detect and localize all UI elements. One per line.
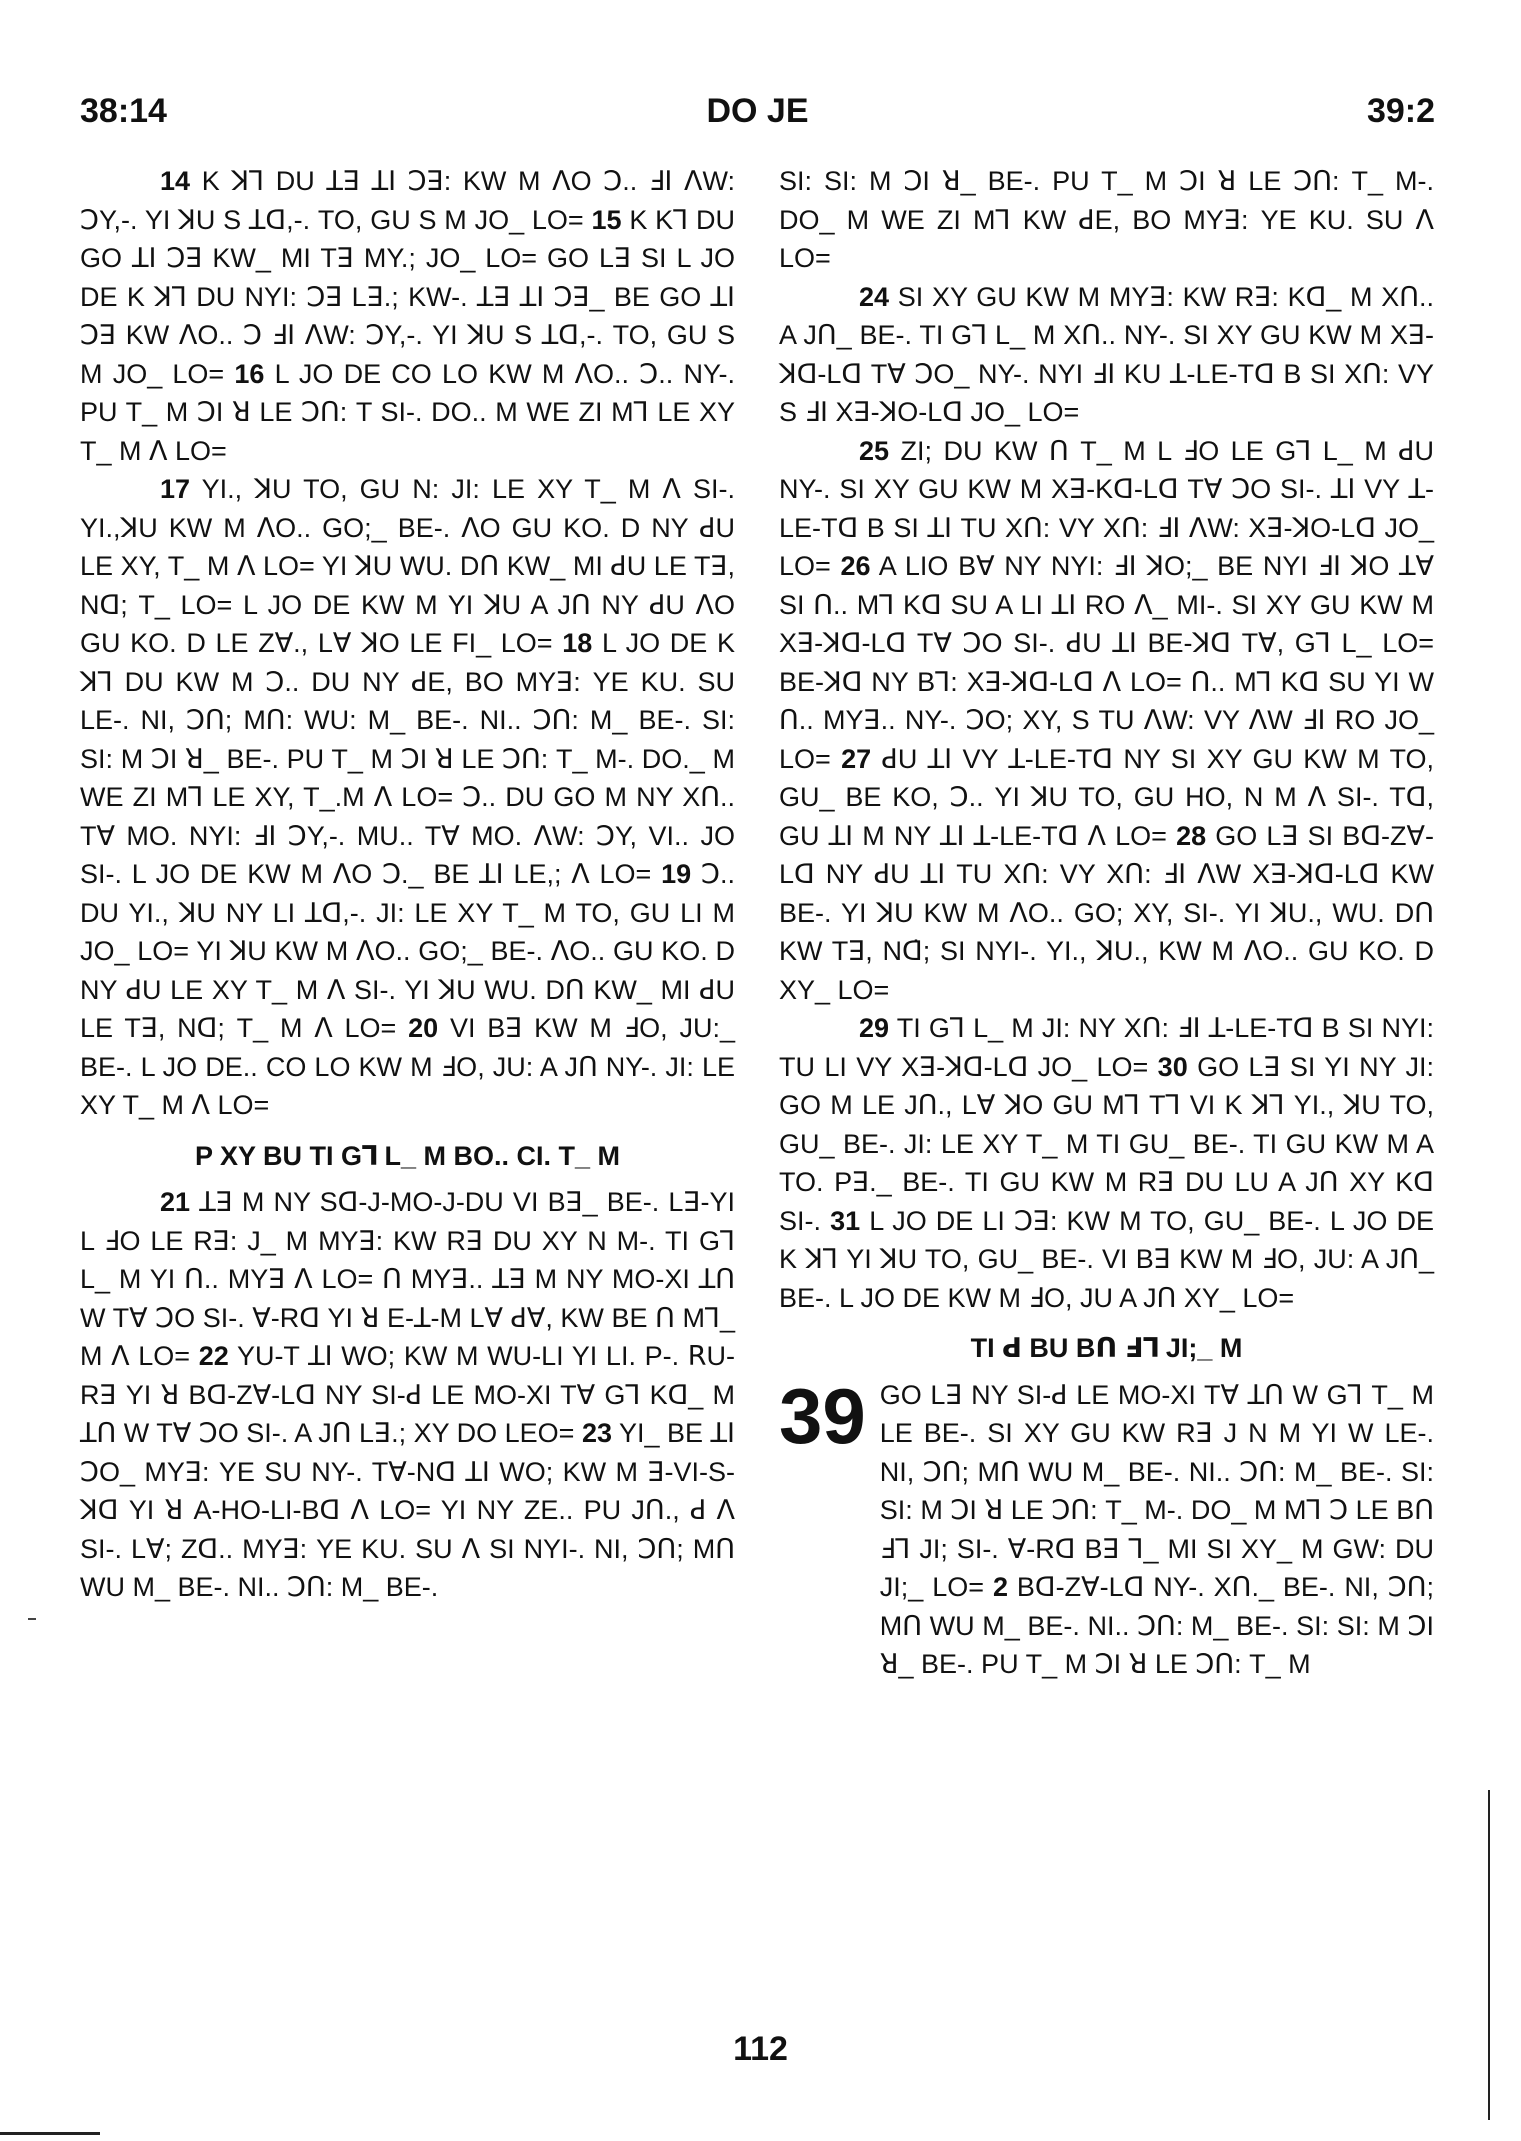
- verse-text: K ꓘꓶ DU ꓕꓱ ꓕꓲ ꓛꓱ: KW M ꓥO ꓛ.. ꓞꓲ ꓥW: ꓛY,-. YI ꓘU S ꓕꓷ,-. TO, GU S M JO_ LO=: [80, 166, 735, 235]
- verse-text: SI: SI: M ꓛI ꓤ_ BE-. PU T_ M ꓛI ꓤ LE ꓛꓵ: T_ M-. DO_ M WE ZI Mꓶ KW ꓒE, BO MYꓱ: YE KU. SU ꓥ LO=: [779, 166, 1434, 273]
- section-heading: P XY BU TI Gꓶ L_ M BO.. CI. T_ M: [194, 1140, 621, 1171]
- verse-text: ꓒU ꓕꓲ VY ꓕ-LE-Tꓷ NY SI XY GU KW M TO, GU_ BE KO, ꓛ.. YI ꓘU TO, GU HO, N M ꓥ SI-. Tꓷ, GU ꓕꓲ M NY ꓕꓲ ꓕ-LE-Tꓷ ꓥ LO=: [779, 743, 1434, 851]
- paragraph: [779, 162, 1434, 278]
- verse-text: ꓛ.. DU YI., ꓘU NY LI ꓕꓷ,-. JI: LE XY T_ M TO, GU LI M JO_ LO= YI ꓘU KW M ꓥO.. GO;_ BE-. ꓥO.. GU KO. D NY ꓒU LE XY T_ M ꓥ SI-. YI ꓘU WU. Dꓵ KW_ MI ꓒU LE Tꓱ, Nꓷ; T_ M ꓥ LO=: [80, 859, 735, 1043]
- chapter-number: 39: [779, 1371, 866, 1460]
- verse-number: 29: [859, 1013, 890, 1043]
- paragraph: [779, 1009, 1434, 1317]
- page-number: 112: [733, 2030, 788, 2068]
- verse-text: VI Bꓱ KW M ꓞO, JU:_ BE-. L JO DE.. CO LO KW M ꓞO, JU: A Jꓵ NY-. JI: LE XY T_ M ꓥ LO=: [80, 1013, 735, 1120]
- scan-edge-line: [1488, 1790, 1490, 2120]
- header-left-reference: 38:14: [80, 92, 167, 130]
- verse-number: 25: [859, 435, 890, 466]
- right-column: [779, 162, 1434, 1684]
- verse-text: GO Lꓱ NY SI-ꓒ LE MO-XI Tꓯ ꓕꓵ W Gꓶ T_ M LE BE-. SI XY GU KW Rꓱ J N M YI W LE-. NI, ꓛꓵ; Mꓵ WU M_ BE-. NI.. ꓛꓵ: M_ BE-. SI: SI: M ꓛI ꓤ LE ꓛꓵ: T_ M-. DO_ M Mꓶ ꓛ LE Bꓵ ꓞꓶ JI; SI-. ꓯ-Rꓷ Bꓱ ꓶ_ MI SI XY_ M GW: DU JI;_ LO=: [879, 1379, 1434, 1602]
- verse-number: 14: [160, 166, 191, 196]
- running-header: [80, 92, 1435, 142]
- verse-number: 19: [661, 859, 692, 889]
- paragraph: [80, 470, 735, 1125]
- left-column: [80, 162, 735, 1607]
- chapter-start: [779, 1371, 1434, 1684]
- paragraph: [880, 1376, 1434, 1684]
- verse-text: SI XY GU KW M MYꓱ: KW Rꓱ: Kꓷ_ M Xꓵ.. A Jꓵ_ BE-. TI Gꓶ L_ M Xꓵ.. NY-. SI XY GU KW M Xꓱ-ꓘꓷ-Lꓷ Tꓯ ꓛO_ NY-. NYI ꓞꓲ KU ꓕ-LE-Tꓷ B SI Xꓵ: VY S ꓞꓲ Xꓱ-ꓘO-Lꓷ JO_ LO=: [779, 281, 1434, 427]
- verse-number: 20: [408, 1013, 439, 1043]
- verse-number: 23: [581, 1418, 612, 1448]
- paragraph: [779, 432, 1434, 1010]
- verse-number: 27: [841, 743, 872, 774]
- verse-text: YU-T ꓕꓲ WO; KW M WU-LI YI LI. P-. ꓣU-Rꓱ YI ꓤ Bꓷ-Zꓯ-Lꓷ NY SI-ꓒ LE MO-XI Tꓯ Gꓶ Kꓷ_ M ꓕꓵ W Tꓯ ꓛO SI-. A Jꓵ Lꓱ.; XY DO LEO=: [80, 1341, 736, 1448]
- verse-number: 15: [591, 204, 622, 235]
- verse-text: ꓕꓱ M NY Sꓷ-J-MO-J-DU VI Bꓱ_ BE-. Lꓱ-YI L ꓞO LE Rꓱ: J_ M MYꓱ: KW Rꓱ DU XY N M-. TI Gꓶ L_ M YI ꓵ.. MYꓱ ꓥ LO= ꓵ MYꓱ.. ꓕꓱ M NY MO-XI ꓕꓵ W Tꓯ ꓛO SI-. ꓯ-Rꓷ YI ꓤ E-ꓕ-M Lꓯ ꓒꓯ, KW BE ꓵ Mꓶ_ M ꓥ LO=: [80, 1187, 735, 1371]
- verse-text: Bꓷ-Zꓯ-Lꓷ NY-. Xꓵ._ BE-. NI, ꓛꓵ; Mꓵ WU M_ BE-. NI.. ꓛꓵ: M_ BE-. SI: SI: M ꓛI ꓤ_ BE-. PU T_ M ꓛI ꓤ LE ꓛꓵ: T_ M: [879, 1572, 1434, 1679]
- verse-text: YI_ BE ꓕꓲ ꓛO_ MYꓱ: YE SU NY-. Tꓯ-Nꓷ ꓕꓲ WO; KW M ꓱ-VI-S-ꓘꓷ YI ꓤ A-HO-LI-Bꓷ ꓥ LO= YI NY ZE.. PU Jꓵ., ꓒ ꓥ SI-. Lꓯ; Zꓷ.. MYꓱ: YE KU. SU ꓥ SI NYI-. NI, ꓛꓵ; Mꓵ WU M_ BE-. NI.. ꓛꓵ: M_ BE-.: [80, 1418, 736, 1602]
- verse-number: 21: [160, 1187, 191, 1217]
- verse-number: 17: [160, 474, 191, 504]
- header-book-title: DO JE: [706, 92, 809, 130]
- verse-text: A LIO Bꓯ NY NYI: ꓞꓲ ꓘO;_ BE NYI ꓞꓲ ꓘO ꓕꓯ SI ꓵ.. Mꓶ Kꓷ SU A LI ꓕꓲ RO ꓥ_ MI-. SI XY GU KW M Xꓱ-ꓘꓷ-Lꓷ Tꓯ ꓛO SI-. ꓒU ꓕꓲ BE-ꓘꓷ Tꓯ, Gꓶ L_ LO= BE-ꓘꓷ NY Bꓶ: Xꓱ-ꓘꓷ-Lꓷ ꓥ LO= ꓵ.. Mꓶ Kꓷ SU YI W ꓵ.. MYꓱ.. NY-. ꓛO; XY, S TU ꓥW: VY ꓥW ꓞꓲ RO JO_ LO=: [779, 551, 1434, 774]
- verse-text: GO Lꓱ SI YI NY JI: GO M LE Jꓵ., Lꓯ ꓘO GU Mꓶ Tꓶ VI K ꓘꓶ YI., ꓘU TO, GU_ BE-. JI: LE XY T_ M TI GU_ BE-. TI GU KW M A TO. Pꓱ._ BE-. TI GU KW M Rꓱ DU LU A Jꓵ XY Kꓷ SI-.: [779, 1051, 1434, 1236]
- verse-text: YI., ꓘU TO, GU N: JI: LE XY T_ M ꓥ SI-. YI.,ꓘU KW M ꓥO.. GO;_ BE-. ꓥO GU KO. D NY ꓒU LE XY, T_ M ꓥ LO= YI ꓘU WU. Dꓵ KW_ MI ꓒU LE Tꓱ, Nꓷ; T_ LO= L JO DE KW M YI ꓘU A Jꓵ NY ꓒU ꓥO GU KO. D LE Zꓯ., Lꓯ ꓘO LE FI_ LO=: [80, 474, 735, 658]
- verse-number: 31: [830, 1205, 861, 1236]
- verse-text: L JO DE LI ꓛꓱ: KW M TO, GU_ BE-. L JO DE K ꓘꓶ YI ꓘU TO, GU_ BE-. VI Bꓱ KW M ꓞO, JU: A Jꓵ_ BE-. L JO DE KW M ꓞO, JU A Jꓵ XY_ LO=: [779, 1205, 1434, 1313]
- verse-text: K Kꓶ DU GO ꓕꓲ ꓛꓱ KW_ MI Tꓱ MY.; JO_ LO= GO Lꓱ SI L JO DE K ꓘꓶ DU NYI: ꓛꓱ Lꓱ.; KW-. ꓕꓱ ꓕꓲ ꓛꓱ_ BE GO ꓕꓲ ꓛꓱ KW ꓥO.. ꓛ ꓞꓲ ꓥW: ꓛY,-. YI ꓘU S ꓕꓷ,-. TO, GU S M JO_ LO=: [80, 204, 735, 389]
- paragraph: [80, 1183, 735, 1607]
- verse-text: TI Gꓶ L_ M JI: NY Xꓵ: ꓞꓲ ꓕ-LE-Tꓷ B SI NYI: TU LI VY Xꓱ-ꓘꓷ-Lꓷ JO_ LO=: [779, 1013, 1434, 1082]
- header-right-reference: 39:2: [1366, 92, 1435, 130]
- verse-text: L JO DE CO LO KW M ꓥO.. ꓛ.. NY-. PU T_ M ꓛI ꓤ LE ꓛꓵ: T SI-. DO.. M WE ZI Mꓶ LE XY T_ M ꓥ LO=: [80, 358, 735, 466]
- scan-edge-line: [0, 2132, 100, 2135]
- paragraph: [80, 162, 735, 470]
- verse-number: 22: [198, 1341, 229, 1371]
- verse-number: 30: [1157, 1051, 1188, 1082]
- scan-mark: [28, 1618, 36, 1620]
- verse-number: 26: [840, 551, 871, 581]
- verse-number: 28: [1176, 820, 1207, 851]
- verse-number: 2: [992, 1572, 1008, 1602]
- verse-text: ZI; DU KW ꓵ T_ M L ꓞO LE Gꓶ L_ M ꓒU NY-. SI XY GU KW M Xꓱ-Kꓷ-Lꓷ Tꓯ ꓛO SI-. ꓕꓲ VY ꓕ-LE-Tꓷ B SI ꓕꓲ TU Xꓵ: VY Xꓵ: ꓞꓲ ꓥW: Xꓱ-ꓘO-Lꓷ JO_ LO=: [779, 435, 1434, 581]
- verse-number: 16: [234, 358, 265, 389]
- section-heading: TI ꓒ BU Bꓵ ꓞꓶ JI;_ M: [970, 1333, 1243, 1363]
- paragraph: [779, 278, 1434, 432]
- verse-text: GO Lꓱ SI Bꓷ-Zꓯ-Lꓷ NY ꓒU ꓕꓲ TU Xꓵ: VY Xꓵ: ꓞꓲ ꓥW Xꓱ-ꓘꓷ-Lꓷ KW BE-. YI ꓘU KW M ꓥO.. GO; XY, SI-. YI ꓘU., WU. Dꓵ KW Tꓱ, Nꓷ̇; SI NYI-. YI., ꓘU., KW M ꓥO.. GU KO. D XY_ LO=: [779, 820, 1434, 1005]
- verse-number: 18: [562, 628, 593, 658]
- verse-number: 24: [859, 281, 890, 312]
- verse-text: L JO DE K ꓘꓶ DU KW M ꓛ.. DU NY ꓒE, BO MYꓱ: YE KU. SU LE-. NI, ꓛꓵ; Mꓵ: WU: M_ BE-. NI.. ꓛꓵ: M_ BE-. SI: SI: M ꓛI ꓤ_ BE-. PU T_ M ꓛI ꓤ LE ꓛꓵ: T_ M-. DO._ M WE ZI Mꓶ LE XY, T_.M ꓥ LO= ꓛ.. DU GO M NY Xꓵ.. Tꓯ MO. NYI: ꓞꓲ ꓛY,-. MU.. Tꓯ MO. ꓥW: ꓛY, VI.. JO SI-. L JO DE KW M ꓥO ꓛ._ BE ꓕꓲ LE,; ꓥ LO=: [80, 628, 735, 889]
